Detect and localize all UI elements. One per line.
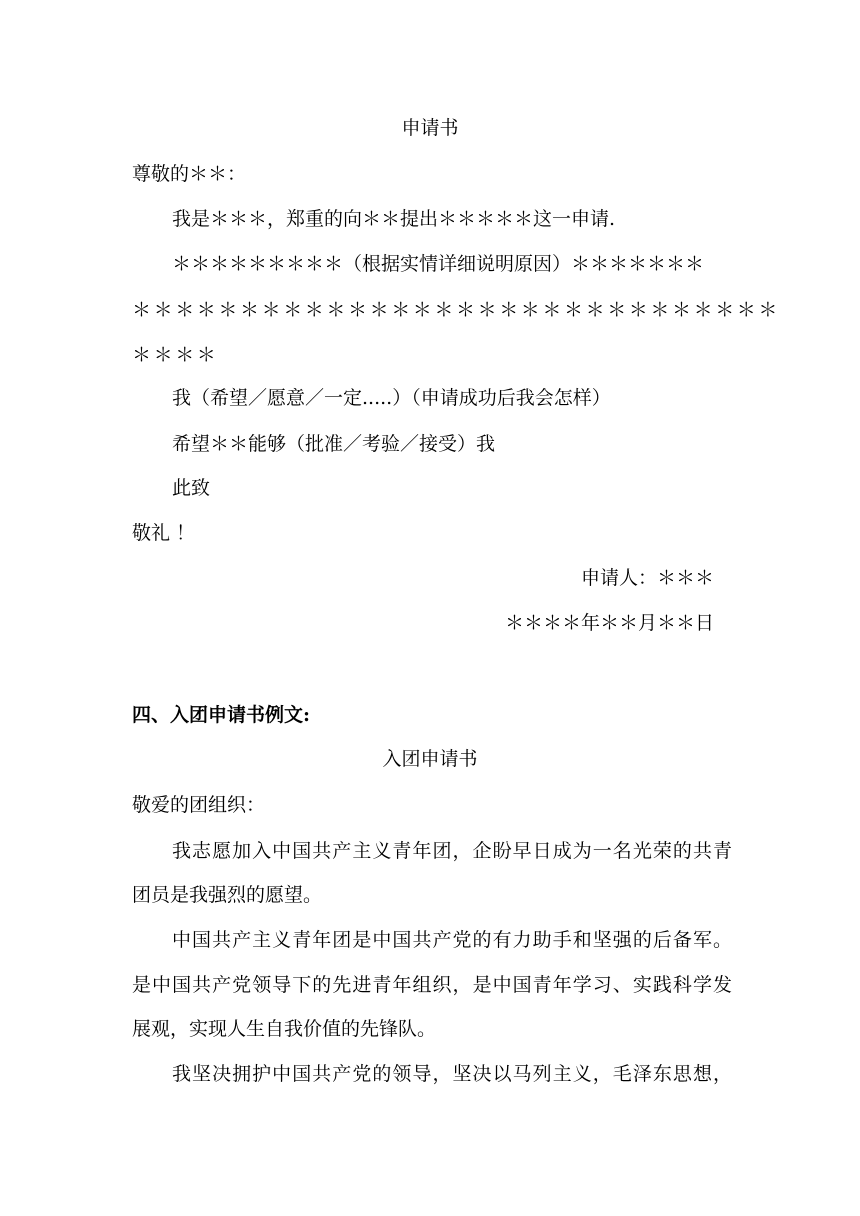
example-salutation: 敬爱的团组织： [132,794,266,816]
example-paragraph-1-line-2: 团员是我强烈的愿望。 [132,884,323,906]
example-paragraph-1-line-1: 我志愿加入中国共产主义青年团，企盼早日成为一名光荣的共青 [172,840,732,862]
template-paragraph-2-line-1: ＊＊＊＊＊＊＊＊＊（根据实情详细说明原因）＊＊＊＊＊＊＊ [172,253,705,275]
template-salutation: 尊敬的＊＊： [132,163,247,185]
signature-line: 申请人：＊＊＊ [580,567,714,589]
example-paragraph-3-line-1: 我坚决拥护中国共产党的领导，坚决以马列主义，毛泽东思想， [172,1063,732,1085]
template-paragraph-2-line-2: ＊＊＊＊＊＊＊＊＊＊＊＊＊＊＊＊＊＊＊＊＊＊＊＊＊＊＊＊＊＊ [132,299,781,321]
template-paragraph-2-line-3: ＊＊＊＊ [132,344,219,366]
example-title: 入团申请书 [382,748,478,770]
closing-line-2: 敬礼 ！ [132,522,196,544]
template-title: 申请书 [401,117,459,139]
example-paragraph-2-line-2: 是中国共产党领导下的先进青年组织，是中国青年学习、实践科学发 [132,974,732,996]
date-line: ＊＊＊＊年＊＊月＊＊日 [504,612,714,634]
section-heading: 四、入团申请书例文: [132,704,311,726]
closing-line-1: 此致 [172,477,211,499]
example-paragraph-2-line-3: 展观，实现人生自我价值的先锋队。 [132,1018,437,1040]
template-paragraph-1: 我是＊＊＊，郑重的向＊＊提出＊＊＊＊＊这一申请. [172,208,616,230]
template-paragraph-3: 我（希望／愿意／一定.....）（申请成功后我会怎样） [172,387,611,409]
template-paragraph-4: 希望＊＊能够（批准／考验／接受）我 [172,433,496,455]
example-paragraph-2-line-1: 中国共产主义青年团是中国共产党的有力助手和坚强的后备军。 [172,929,732,951]
